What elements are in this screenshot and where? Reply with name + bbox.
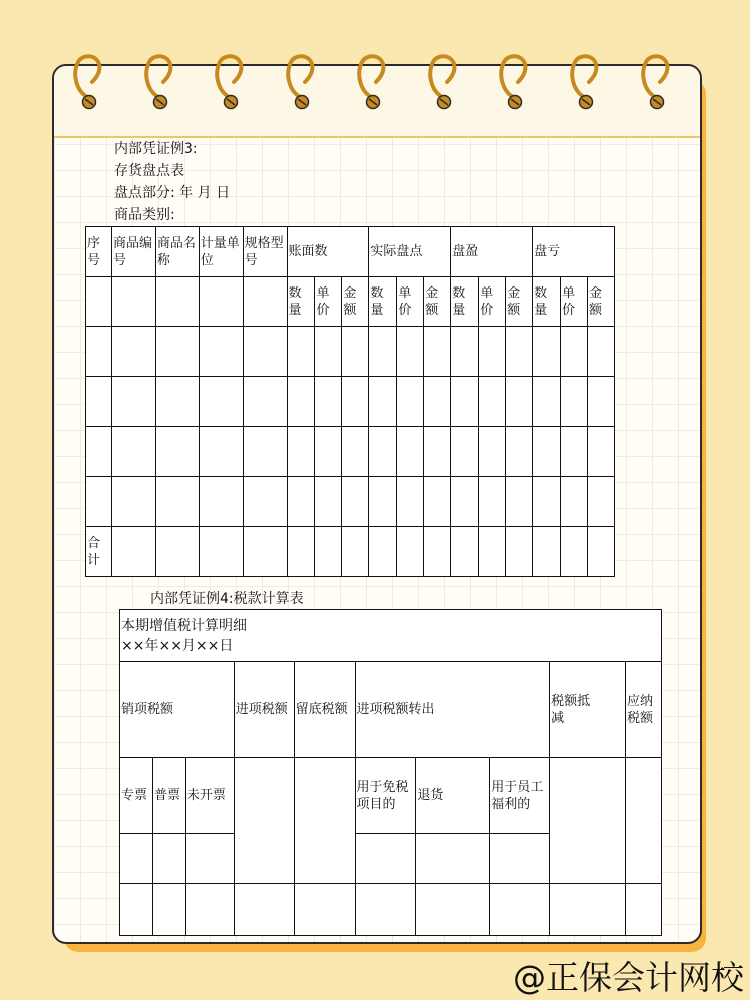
spiral-ring-icon: [283, 52, 317, 114]
header-retained-tax: 留底税额: [294, 662, 355, 758]
sub-amount: 金额: [506, 277, 533, 327]
tax-subheader-row: [120, 758, 662, 834]
sub-qty: 数量: [369, 277, 397, 327]
header-actual: 实际盘点: [369, 227, 451, 277]
header-unit: 计量单位: [199, 227, 243, 277]
sub-amount: 金额: [588, 277, 615, 327]
header-code: 商品编号: [111, 227, 155, 277]
tax-header-row: [120, 662, 662, 758]
header-book: 账面数: [287, 227, 369, 277]
sub-welfare: 用于员工福利的: [490, 758, 550, 834]
date-line: ××年××月××日: [121, 637, 234, 654]
inventory-table: [85, 226, 615, 577]
sub-special: 专票: [120, 758, 153, 834]
header-output-tax: 销项税额: [120, 662, 235, 758]
total-label: 合计: [86, 527, 112, 577]
inventory-empty-row: [86, 327, 615, 377]
spiral-ring-icon: [567, 52, 601, 114]
spiral-ring-icon: [212, 52, 246, 114]
spiral-ring-icon: [425, 52, 459, 114]
header-seq: 序号: [86, 227, 112, 277]
detail-title: 本期增值税计算明细: [121, 617, 247, 634]
header-deficit: 盘亏: [533, 227, 615, 277]
spiral-ring-icon: [70, 52, 104, 114]
inventory-total-row: [86, 527, 615, 577]
header-surplus: 盘盈: [451, 227, 533, 277]
tax-empty-row: [120, 884, 662, 936]
spiral-ring-icon: [638, 52, 672, 114]
sub-price: 单价: [397, 277, 424, 327]
voucher4-title: 内部凭证例4:税款计算表: [150, 591, 304, 607]
voucher3-category-line: 商品类别:: [114, 207, 175, 223]
header-name: 商品名称: [155, 227, 199, 277]
header-payable-tax: 应纳税额: [625, 662, 661, 758]
sub-returns: 退货: [416, 758, 490, 834]
sub-qty: 数量: [533, 277, 561, 327]
inventory-empty-row: [86, 477, 615, 527]
sub-no-invoice: 未开票: [185, 758, 234, 834]
sub-exempt: 用于免税项目的: [355, 758, 416, 834]
inventory-empty-row: [86, 377, 615, 427]
sub-price: 单价: [561, 277, 588, 327]
tax-table: [119, 609, 662, 936]
sub-price: 单价: [479, 277, 506, 327]
tax-title-cell: [120, 610, 662, 662]
watermark: @正保会计网校: [513, 958, 744, 997]
header-spec: 规格型号: [243, 227, 287, 277]
inventory-subheader-row: [86, 277, 615, 327]
spiral-ring-icon: [354, 52, 388, 114]
voucher3-title: 内部凭证例3:: [114, 141, 198, 157]
sub-qty: 数量: [451, 277, 479, 327]
sub-amount: 金额: [342, 277, 369, 327]
header-input-transfer: 进项税额转出: [355, 662, 550, 758]
tax-title-row: [120, 610, 662, 662]
header-tax-offset: 税额抵减: [550, 662, 626, 758]
sub-amount: 金额: [424, 277, 451, 327]
voucher3-dept-line: 盘点部分: 年 月 日: [114, 185, 231, 201]
spiral-ring-icon: [141, 52, 175, 114]
sub-price: 单价: [315, 277, 342, 327]
spiral-ring-icon: [496, 52, 530, 114]
voucher3-form-name: 存货盘点表: [114, 163, 184, 179]
sub-qty: 数量: [287, 277, 315, 327]
sub-ordinary: 普票: [152, 758, 185, 834]
inventory-empty-row: [86, 427, 615, 477]
header-input-tax: 进项税额: [234, 662, 294, 758]
inventory-header-row: [86, 227, 615, 277]
